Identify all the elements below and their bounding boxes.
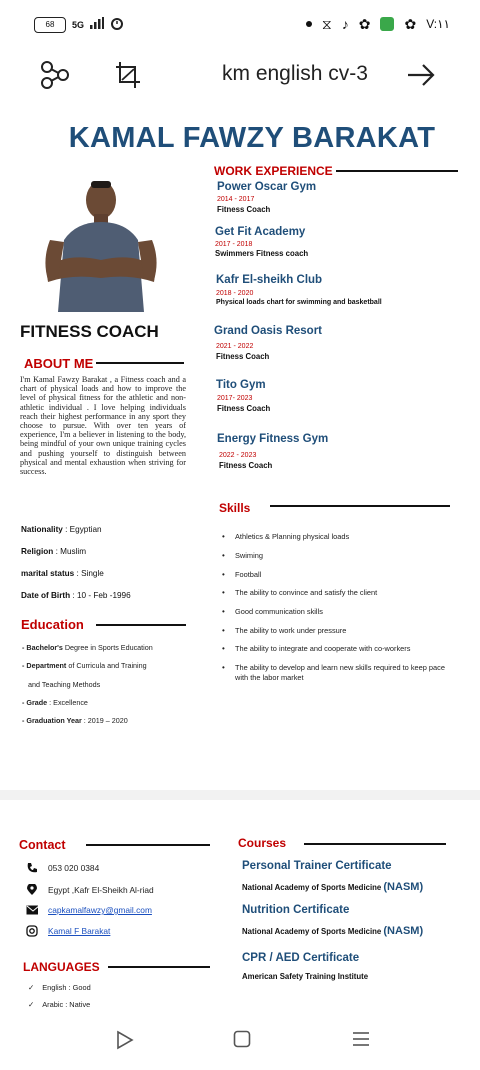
education-divider [96,624,186,626]
course-org-name: National Academy of Sports Medicine [242,927,384,936]
bullet-icon: • [222,532,225,541]
education-item-bold: - Grade [22,698,48,707]
job-entry [216,379,270,413]
work-heading: WORK EXPERIENCE [214,164,333,178]
skill-item [222,626,452,636]
bullet-icon: • [222,644,225,653]
job-dates: 2021 - 2022 [216,343,254,350]
religion-label: Religion [21,547,54,556]
education-item [22,698,88,707]
courses-divider [304,843,446,845]
job-title: Tito Gym [216,379,266,391]
education-item [28,680,100,689]
network-label: 5G [72,19,85,30]
job-role: Swimmers Fitness coach [215,249,309,258]
contact-divider [86,844,210,846]
language-item [28,983,91,992]
nationality-value: : Egyptian [62,525,102,534]
bullet-icon: • [222,607,225,616]
navigation-bar [0,1020,480,1060]
skill-item [222,570,452,580]
course-org-tag: (NASM) [383,925,424,937]
skill-text: Swiming [235,551,263,560]
marital-value: : Single [74,569,104,578]
phone-icon [26,862,38,874]
job-dates: 2018 - 2020 [216,290,254,297]
status-left [34,16,124,33]
education-item-bold: - Bachelor's [22,643,63,652]
course-org [242,972,368,981]
language-text: English : Good [42,983,91,992]
skill-text: The ability to convince and satisfy the client [235,588,378,597]
alarm-icon [110,16,124,33]
skill-item [222,532,452,542]
bullet-icon: • [222,551,225,560]
skill-text: Good communication skills [235,607,323,616]
education-item [22,661,147,670]
job-role: Physical loads chart for swimming and basketball [216,299,382,306]
job-dates: 2017 - 2018 [215,241,253,248]
job-role: Fitness Coach [219,461,273,470]
clock: V:١١ [426,17,450,31]
tiktok-icon: ♪ [341,16,349,32]
cv-name: KAMAL FAWZY BARAKAT [68,122,436,154]
document-title: km english cv-3 [222,62,368,85]
personal-religion [21,547,86,556]
battery-icon: 68 [34,17,66,33]
job-dates: 2017- 2023 [217,395,253,402]
job-entry [214,325,322,361]
about-text: I'm Kamal Fawzy Barakat , a Fitness coach and a chart of physical loads and how to improve the level of physical fitness for the athletic and non-athletic individual . I love helping individuals reach their highest performance in any sport they choose to pursue. With over ten years of experience, I'm a believer in listening to the body, being mindful of your own unique training cycles and pushing yourself to distinguish between physical and mental exhaustion when striving for success. [20,375,186,477]
app-notification-icon [380,17,394,31]
dob-value: : 10 - Feb -1996 [70,591,131,600]
job-title: Get Fit Academy [215,226,306,238]
education-item-text: Degree in Sports Education [62,643,153,652]
chatgpt-icon-2: ✿ [404,16,417,32]
social-link[interactable]: Kamal F Barakat [48,926,111,936]
job-entry [217,433,328,470]
course-title: Personal Trainer Certificate [242,860,392,872]
about-heading: ABOUT ME [24,356,94,371]
bullet-icon: • [222,570,225,579]
contact-address [26,884,154,896]
job-dates: 2014 - 2017 [217,196,255,203]
capcut-icon: ⧖ [321,16,332,32]
job-dates: 2022 - 2023 [219,452,257,459]
education-heading: Education [21,617,84,632]
personal-marital [21,569,104,578]
check-icon: ✓ [28,983,35,992]
signal-icon [90,17,104,32]
languages-heading: LANGUAGES [23,960,100,974]
page-separator [0,790,480,800]
job-role: Fitness Coach [217,205,271,214]
job-role: Fitness Coach [217,404,271,413]
chatgpt-icon: ✿ [358,16,371,32]
skill-text: The ability to integrate and cooperate with co-workers [235,644,411,653]
work-divider [336,170,458,172]
education-item-text: : Excellence [47,698,88,707]
marital-label: marital status [21,569,75,578]
language-item [28,1000,90,1009]
languages-divider [108,966,210,968]
status-right [306,16,450,32]
course-org-name: National Academy of Sports Medicine [242,883,384,892]
course-org [242,925,423,937]
skill-item [222,607,452,617]
education-item [22,643,153,652]
education-item [22,716,128,725]
job-role: Fitness Coach [216,352,270,361]
home-square-icon[interactable] [233,1030,251,1053]
personal-nationality [21,525,102,534]
course-org-name: American Safety Training Institute [242,972,369,981]
education-item-bold: - Department [22,661,67,670]
job-entry [217,181,316,214]
email-icon [26,904,38,916]
job-title: Energy Fitness Gym [217,433,329,445]
dob-label: Date of Birth [21,591,71,600]
language-text: Arabic : Native [42,1000,91,1009]
contact-email [26,904,152,916]
job-entry [216,274,382,306]
course-title: Nutrition Certificate [242,904,350,916]
location-pin-icon [26,884,38,896]
job-entry [215,226,308,258]
education-item-text: and Teaching Methods [28,680,101,689]
forward-arrow-icon[interactable] [406,60,436,90]
skills-divider [270,505,450,507]
education-item-bold: - Graduation Year [22,716,82,725]
notification-dot-icon [306,21,312,27]
email-link[interactable]: capkamalfawzy@gmail.com [48,905,152,915]
back-triangle-icon[interactable] [116,1030,134,1055]
course-org [242,881,423,893]
job-title: Grand Oasis Resort [214,325,323,337]
religion-value: : Muslim [53,547,87,556]
headline: FITNESS COACH [20,322,159,341]
job-title: Kafr El-sheikh Club [216,274,323,286]
education-item-text: : 2019 – 2020 [81,716,128,725]
personal-dob [21,591,131,600]
course-org-tag: (NASM) [383,881,424,893]
nationality-label: Nationality [21,525,63,534]
status-bar [0,0,480,52]
recents-menu-icon[interactable] [352,1030,370,1053]
contact-phone [26,862,99,874]
about-divider [96,362,184,364]
toolbar [0,56,480,100]
profile-photo [36,170,166,312]
skill-item [222,588,452,598]
skill-item [222,663,452,682]
phone-number: 053 020 0384 [48,863,100,873]
address-text: Egypt ,Kafr El-Sheikh Al-riad [48,885,154,895]
skill-text: The ability to work under pressure [235,626,347,635]
share-icon[interactable] [40,60,70,90]
skill-text: Football [235,570,262,579]
skill-text: Athletics & Planning physical loads [235,532,350,541]
courses-heading: Courses [238,836,287,850]
job-title: Power Oscar Gym [217,181,317,193]
skill-item [222,551,452,561]
crop-icon[interactable] [116,62,140,88]
bullet-icon: • [222,588,225,597]
education-item-text: of Curricula and Training [66,661,147,670]
course-title: CPR / AED Certificate [242,952,360,964]
bullet-icon: • [222,663,225,672]
contact-heading: Contact [19,838,66,852]
bullet-icon: • [222,626,225,635]
skills-heading: Skills [219,501,251,515]
instagram-icon [26,925,38,937]
check-icon: ✓ [28,1000,35,1009]
skill-item [222,644,452,654]
contact-linkedin [26,925,110,937]
skill-text: The ability to develop and learn new skills required to keep pace with the labor market [235,663,445,682]
